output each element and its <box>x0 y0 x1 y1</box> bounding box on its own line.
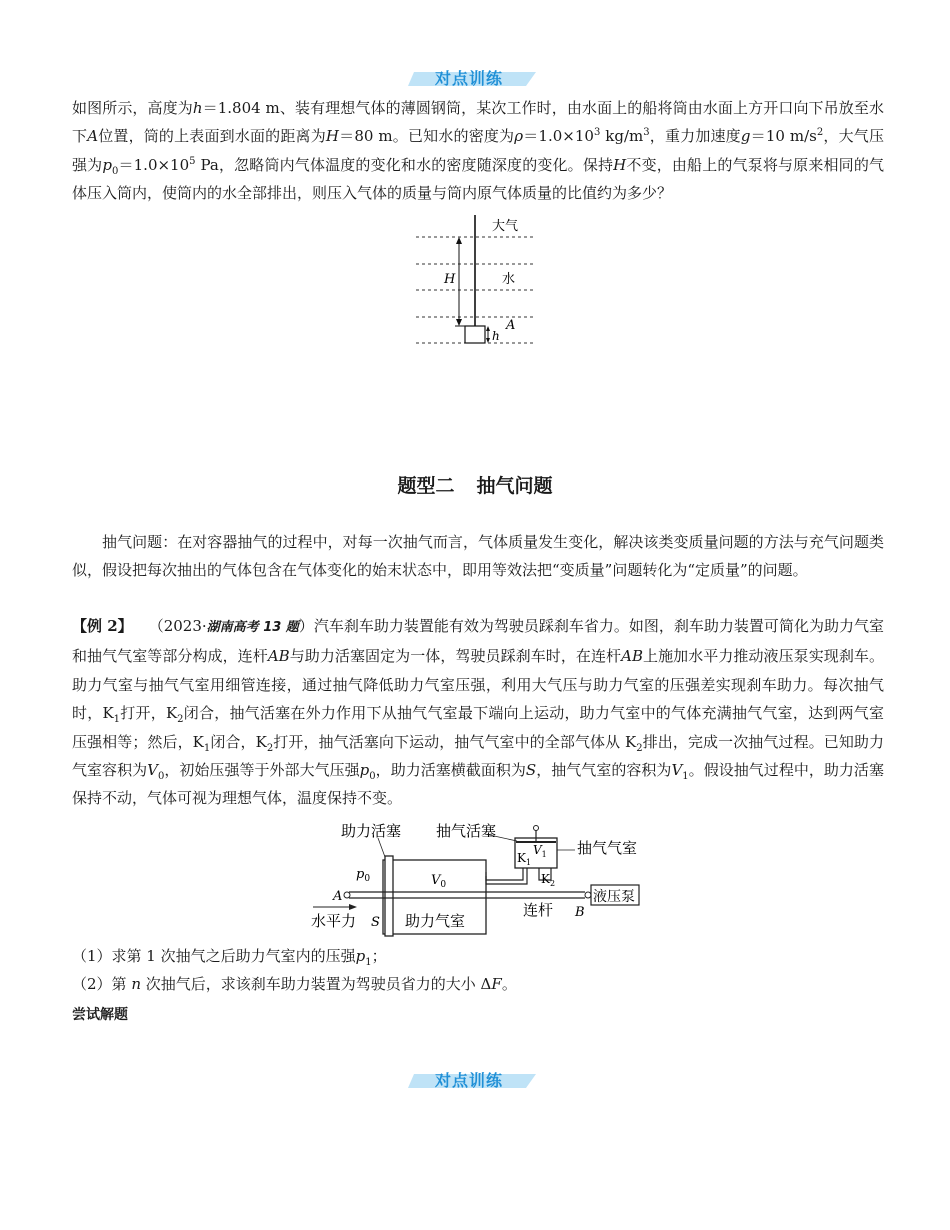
steel-cylinder <box>465 326 485 343</box>
figure-brake-booster-diagram <box>305 820 655 938</box>
label-h: h <box>492 329 500 343</box>
connecting-pipe-upper <box>486 868 523 880</box>
label-water: 水 <box>502 272 516 287</box>
label-K2: $K_2$ <box>541 872 556 888</box>
example-label: 【例 2】 <box>72 617 133 635</box>
label-atmosphere: 大气 <box>492 219 519 234</box>
leader-booster-piston <box>378 838 385 857</box>
label-A: A <box>506 318 516 333</box>
example-2-text: 【例 2】 （2023·湖南高考 13 题）汽车刹车助力装置能有效为驾驶员踩刹车省力。如图，刹车助力装置可简化为助力气室和抽气气室等部分构成，连杆AB与助力活塞固定为一体，驾驶员踩刹车时，在连杆AB上施加水平力推动液压泵实现刹车。助力气室与抽气气室用细管连接，通过抽气降低助力气室压强，利用大气压与助力气室的压强差实现刹车助力。每次抽气时，$K_1$打开，$K_2$闭合，抽气活塞在外力作用下从抽气气室最下端向上运动，助力气室中的气体充满抽气气室，达到两气室压强相等；然后，$K_1$闭合，$K_2$打开，抽气活塞向下运动，抽气气室中的全部气体从 $K_2$排出，完成一次抽气过程。已知助力气室容积为$V_0$，初始压强等于外部大气压强$p_0$，助力活塞横截面积为S，抽气气室的容积为$V_1$。假设抽气过程中，助力活塞保持不动，气体可视为理想气体，温度保持不变。 <box>72 617 884 808</box>
try-solve-label: 尝试解题 <box>72 1007 128 1023</box>
point-A <box>344 892 350 898</box>
pump-handle <box>534 826 539 831</box>
label-B: B <box>575 905 585 920</box>
label-pump: 液压泵 <box>593 889 635 905</box>
label-force: 水平力 <box>311 912 357 930</box>
label-pump-piston: 抽气活塞 <box>436 822 497 840</box>
problem-1-text: 如图所示，高度为h＝1.804 m、装有理想气体的薄圆钢筒，某次工作时，由水面上的船将筒由水面上方开口向下吊放至水下A位置，筒的上表面到水面的距离为H＝80 m。已知水的密度为$\rho=1.0\times 10^3$ $kg/m^3$，重力加速度g＝10 $m/s^2$，大气压强为$p_0=1.0\times 10^5$ Pa，忽略筒内气体温度的变化和水的密度随深度的变化。保持H不变，由船上的气泵将与原来相同的气体压入筒内，使筒内的水全部排出，则压入气体的质量与筒内原气体质量的比值约为多少？ <box>72 99 884 203</box>
label-K1: $K_1$ <box>517 851 532 867</box>
booster-piston <box>385 856 393 936</box>
banner-label: 对点训练 <box>434 1071 503 1090</box>
label-A: A <box>333 889 343 904</box>
label-p0: $p_0$ <box>356 867 371 884</box>
label-S: S <box>371 915 380 930</box>
question-1: （1）求第 1 次抽气之后助力气室内的压强$p_1$； <box>72 947 387 968</box>
question-2: （2）第 n 次抽气后，求该刹车助力装置为驾驶员省力的大小 ΔF。 <box>72 975 517 993</box>
label-booster-chamber: 助力气室 <box>405 912 466 930</box>
example-source: 湖南高考 13 题 <box>206 620 299 635</box>
label-rod: 连杆 <box>523 901 554 919</box>
figure-cylinder-diagram <box>400 212 550 348</box>
label-H: H <box>444 272 456 287</box>
label-pump-chamber: 抽气气室 <box>577 839 638 857</box>
point-B <box>585 892 591 898</box>
section-banner <box>408 64 536 90</box>
label-V1: $V_1$ <box>533 843 547 859</box>
label-V0: $V_0$ <box>431 873 447 890</box>
label-booster-piston: 助力活塞 <box>341 822 402 840</box>
banner-label: 对点训练 <box>434 69 503 88</box>
section-title: 题型二 抽气问题 <box>397 475 553 497</box>
section-banner-2 <box>408 1066 536 1092</box>
intro-paragraph: 抽气问题：在对容器抽气的过程中，对每一次抽气而言，气体质量发生变化，解决该类变质量问题的方法与充气问题类似，假设把每次抽出的气体包含在气体变化的始末状态中，即用等效法把“变质量”问题转化为“定质量”的问题。 <box>72 533 884 580</box>
connecting-pipe-lower <box>486 868 527 884</box>
